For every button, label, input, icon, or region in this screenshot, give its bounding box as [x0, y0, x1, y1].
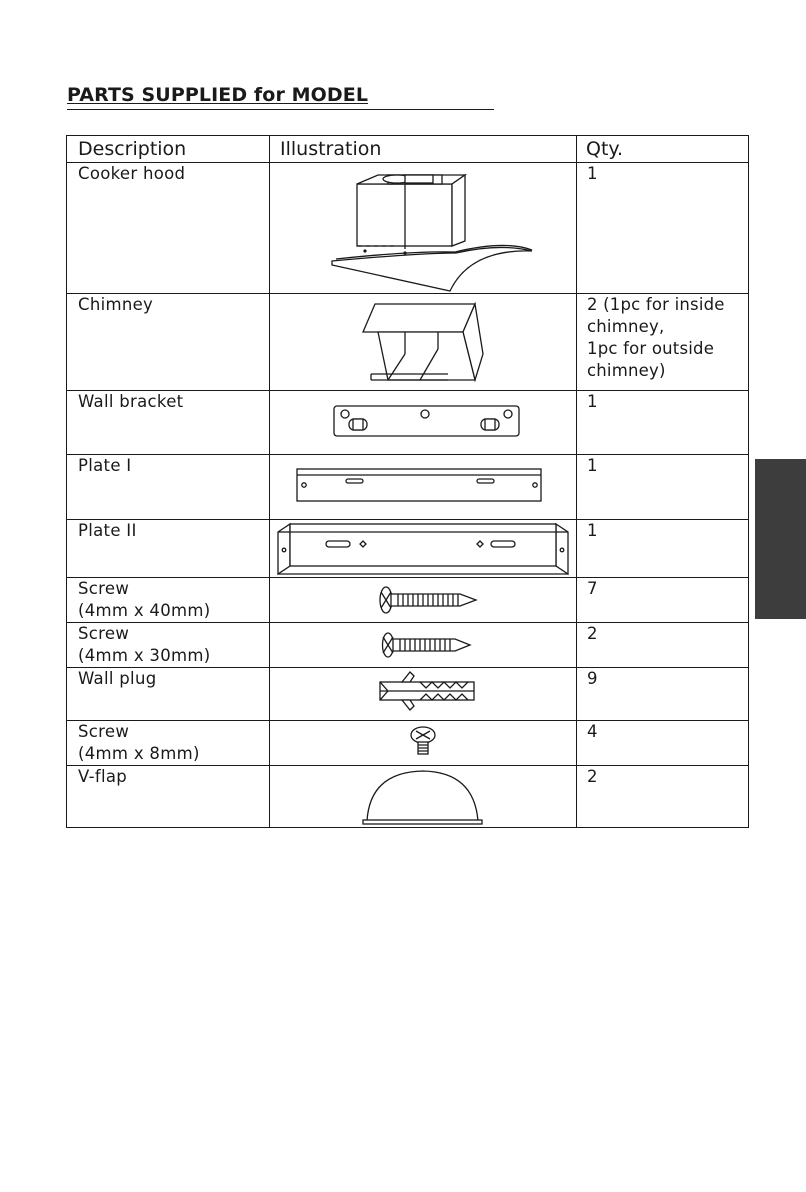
row-description: Screw (4mm x 30mm)	[67, 623, 270, 668]
row-description: Chimney	[67, 294, 270, 391]
v-flap-illustration	[270, 766, 577, 828]
table-row	[67, 578, 749, 623]
header-qty: Qty.	[577, 136, 749, 163]
header-description: Description	[67, 136, 270, 163]
row-qty: 2	[577, 623, 749, 668]
row-description: V-flap	[67, 766, 270, 828]
table-row	[67, 294, 749, 391]
wall-bracket-illustration	[270, 391, 577, 455]
row-qty: 7	[577, 578, 749, 623]
section-tab-marker	[755, 459, 806, 619]
row-description: Wall plug	[67, 668, 270, 721]
table-row	[67, 623, 749, 668]
table-row	[67, 721, 749, 766]
plate-i-illustration	[270, 455, 577, 520]
chimney-illustration	[270, 294, 577, 391]
row-description: Screw (4mm x 8mm)	[67, 721, 270, 766]
row-description: Wall bracket	[67, 391, 270, 455]
screw-8mm-illustration	[270, 721, 577, 766]
plate-ii-illustration	[270, 520, 577, 578]
row-description: Cooker hood	[67, 163, 270, 294]
row-description: Plate II	[67, 520, 270, 578]
wall-plug-illustration	[270, 668, 577, 721]
row-qty: 1	[577, 520, 749, 578]
row-description: Plate I	[67, 455, 270, 520]
table-row	[67, 455, 749, 520]
row-qty: 1	[577, 163, 749, 294]
screw-30mm-illustration	[270, 623, 577, 668]
table-row	[67, 163, 749, 294]
row-qty: 2	[577, 766, 749, 828]
row-description: Screw (4mm x 40mm)	[67, 578, 270, 623]
row-qty: 1	[577, 455, 749, 520]
table-row	[67, 766, 749, 828]
cooker-hood-illustration	[270, 163, 577, 294]
header-illustration: Illustration	[270, 136, 577, 163]
table-header-row	[67, 136, 749, 163]
row-qty: 9	[577, 668, 749, 721]
table-row	[67, 668, 749, 721]
row-qty: 4	[577, 721, 749, 766]
table-row	[67, 520, 749, 578]
table-row	[67, 391, 749, 455]
page-heading: PARTS SUPPLIED for MODEL	[67, 84, 494, 110]
screw-40mm-illustration	[270, 578, 577, 623]
row-qty: 1	[577, 391, 749, 455]
parts-table	[66, 135, 749, 828]
row-qty: 2 (1pc for inside chimney, 1pc for outside chimney)	[577, 294, 749, 391]
